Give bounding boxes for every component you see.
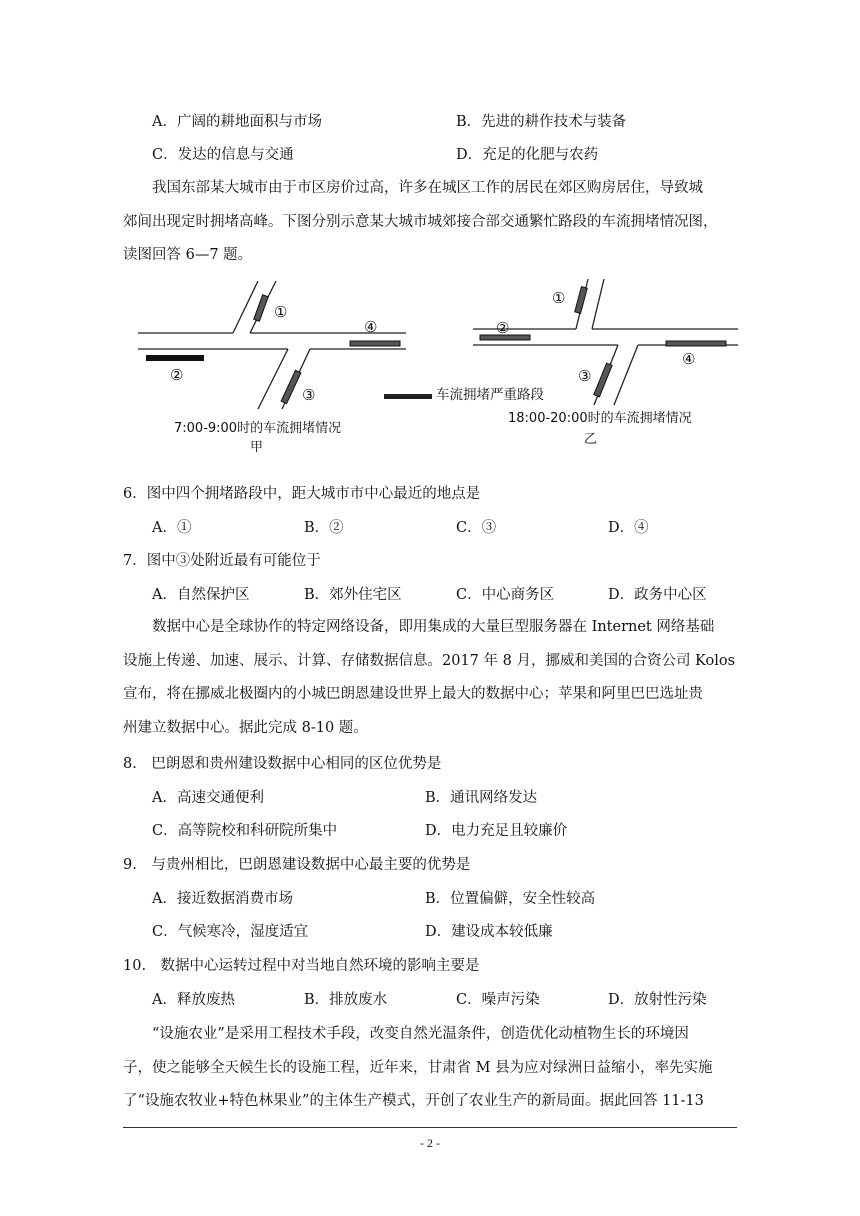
congestion-bar <box>350 341 400 346</box>
q6-stem: 6．图中四个拥堵路段中，距大城市市中心最近的地点是 <box>123 486 481 502</box>
passage-line: 读图回答 6—7 题。 <box>123 247 253 263</box>
marker-2-left: ② <box>170 366 184 384</box>
legend-label: 车流拥堵严重路段 <box>436 387 544 403</box>
passage-line: 数据中心是全球协作的特定网络设备，即用集成的大量巨型服务器在 Internet 网络基础 <box>152 619 715 635</box>
marker-1-right: ① <box>552 289 566 307</box>
passage-traffic <box>123 172 745 273</box>
passage-line: 我国东部某大城市由于市区房价过高，许多在城区工作的居民在郊区购房居住，导致城 <box>152 180 703 196</box>
marker-4-left: ④ <box>364 318 378 336</box>
passage-line: 子，使之能够全天候生长的设施工程，近年来，甘肃省 M 县为应对绿洲日益缩小，率先实施 <box>123 1059 713 1076</box>
q8-stem: 8. 巴朗恩和贵州建设数据中心相同的区位优势是 <box>123 756 442 772</box>
q7-option-c: C．中心商务区 <box>456 587 555 603</box>
q5-option-a: A．广阔的耕地面积与市场 <box>152 114 322 130</box>
congestion-bar <box>254 295 269 321</box>
q9-stem: 9. 与贵州相比，巴朗恩建设数据中心最主要的优势是 <box>123 857 471 873</box>
congestion-bar <box>575 287 588 314</box>
q8-option-a: A．高速交通便利 <box>152 790 264 806</box>
q6-option-a: A．① <box>152 520 192 536</box>
left-caption: 7:00-9:00时的车流拥堵情况 <box>174 421 342 436</box>
q7-stem: 7．图中③处附近最有可能位于 <box>123 553 321 569</box>
q5-option-b: B．先进的耕作技术与装备 <box>456 114 627 130</box>
passage-line: 了“设施农牧业+特色林果业”的主体生产模式，开创了农业生产的新局面。据此回答 11-13 <box>123 1093 704 1109</box>
q10-stem: 10. 数据中心运转过程中对当地自然环境的影响主要是 <box>123 958 480 974</box>
q7-option-a: A．自然保护区 <box>152 587 250 603</box>
page-number: - 2 - <box>420 1136 440 1150</box>
right-label: 乙 <box>584 432 598 447</box>
marker-4-right: ④ <box>682 350 696 368</box>
passage-line: 州建立数据中心。据此完成 8-10 题。 <box>123 719 368 736</box>
q10-option-a: A．释放废热 <box>152 992 235 1008</box>
footer-rule <box>123 1127 737 1128</box>
marker-3-left: ③ <box>302 386 316 404</box>
q9-option-b: B．位置偏僻，安全性较高 <box>425 891 596 907</box>
congestion-bar <box>594 363 612 397</box>
passage-facility-agriculture <box>123 1018 745 1119</box>
q10-option-b: B．排放废水 <box>304 992 388 1008</box>
passage-line: “设施农业”是采用工程技术手段，改变自然光温条件，创造优化动植物生长的环境因 <box>152 1026 689 1042</box>
passage-datacenter <box>123 611 745 745</box>
q10-option-c: C．噪声污染 <box>456 992 540 1008</box>
left-label: 甲 <box>250 440 264 455</box>
q7-option-b: B．郊外住宅区 <box>304 587 402 603</box>
q9-option-d: D．建设成本较低廉 <box>425 924 553 940</box>
passage-line: 宣布，将在挪威北极圈内的小城巴朗恩建设世界上最大的数据中心；苹果和阿里巴巴选址贵 <box>123 686 703 702</box>
congestion-bar <box>146 355 204 361</box>
q6-option-d: D．④ <box>608 520 649 536</box>
q5-option-c: C．发达的信息与交通 <box>152 147 294 163</box>
legend-symbol <box>384 394 432 399</box>
passage-line: 设施上传递、加速、展示、计算、存储数据信息。2017 年 8 月，挪威和美国的合资公司 Kolos <box>123 652 736 669</box>
q10-option-d: D．放射性污染 <box>608 992 707 1008</box>
marker-1-left: ① <box>274 303 288 321</box>
traffic-figure <box>138 275 740 461</box>
passage-line: 郊间出现定时拥堵高峰。下图分别示意某大城市城郊接合部交通繁忙路段的车流拥堵情况图， <box>123 213 718 230</box>
marker-2-right: ② <box>496 319 510 337</box>
congestion-bar <box>666 341 726 346</box>
q7-option-d: D．政务中心区 <box>608 587 707 603</box>
right-caption: 18:00-20:00时的车流拥堵情况 <box>508 411 692 426</box>
q6-option-c: C．③ <box>456 520 497 536</box>
marker-3-right: ③ <box>578 367 592 385</box>
q9-option-c: C．气候寒冷，湿度适宜 <box>152 924 309 940</box>
q8-option-d: D．电力充足且较廉价 <box>425 823 568 839</box>
q9-option-a: A．接近数据消费市场 <box>152 891 293 907</box>
q5-option-d: D．充足的化肥与农药 <box>456 147 599 163</box>
q8-option-c: C．高等院校和科研院所集中 <box>152 823 338 839</box>
q6-option-b: B．② <box>304 520 344 536</box>
q8-option-b: B．通讯网络发达 <box>425 790 538 806</box>
congestion-bar <box>281 370 301 403</box>
